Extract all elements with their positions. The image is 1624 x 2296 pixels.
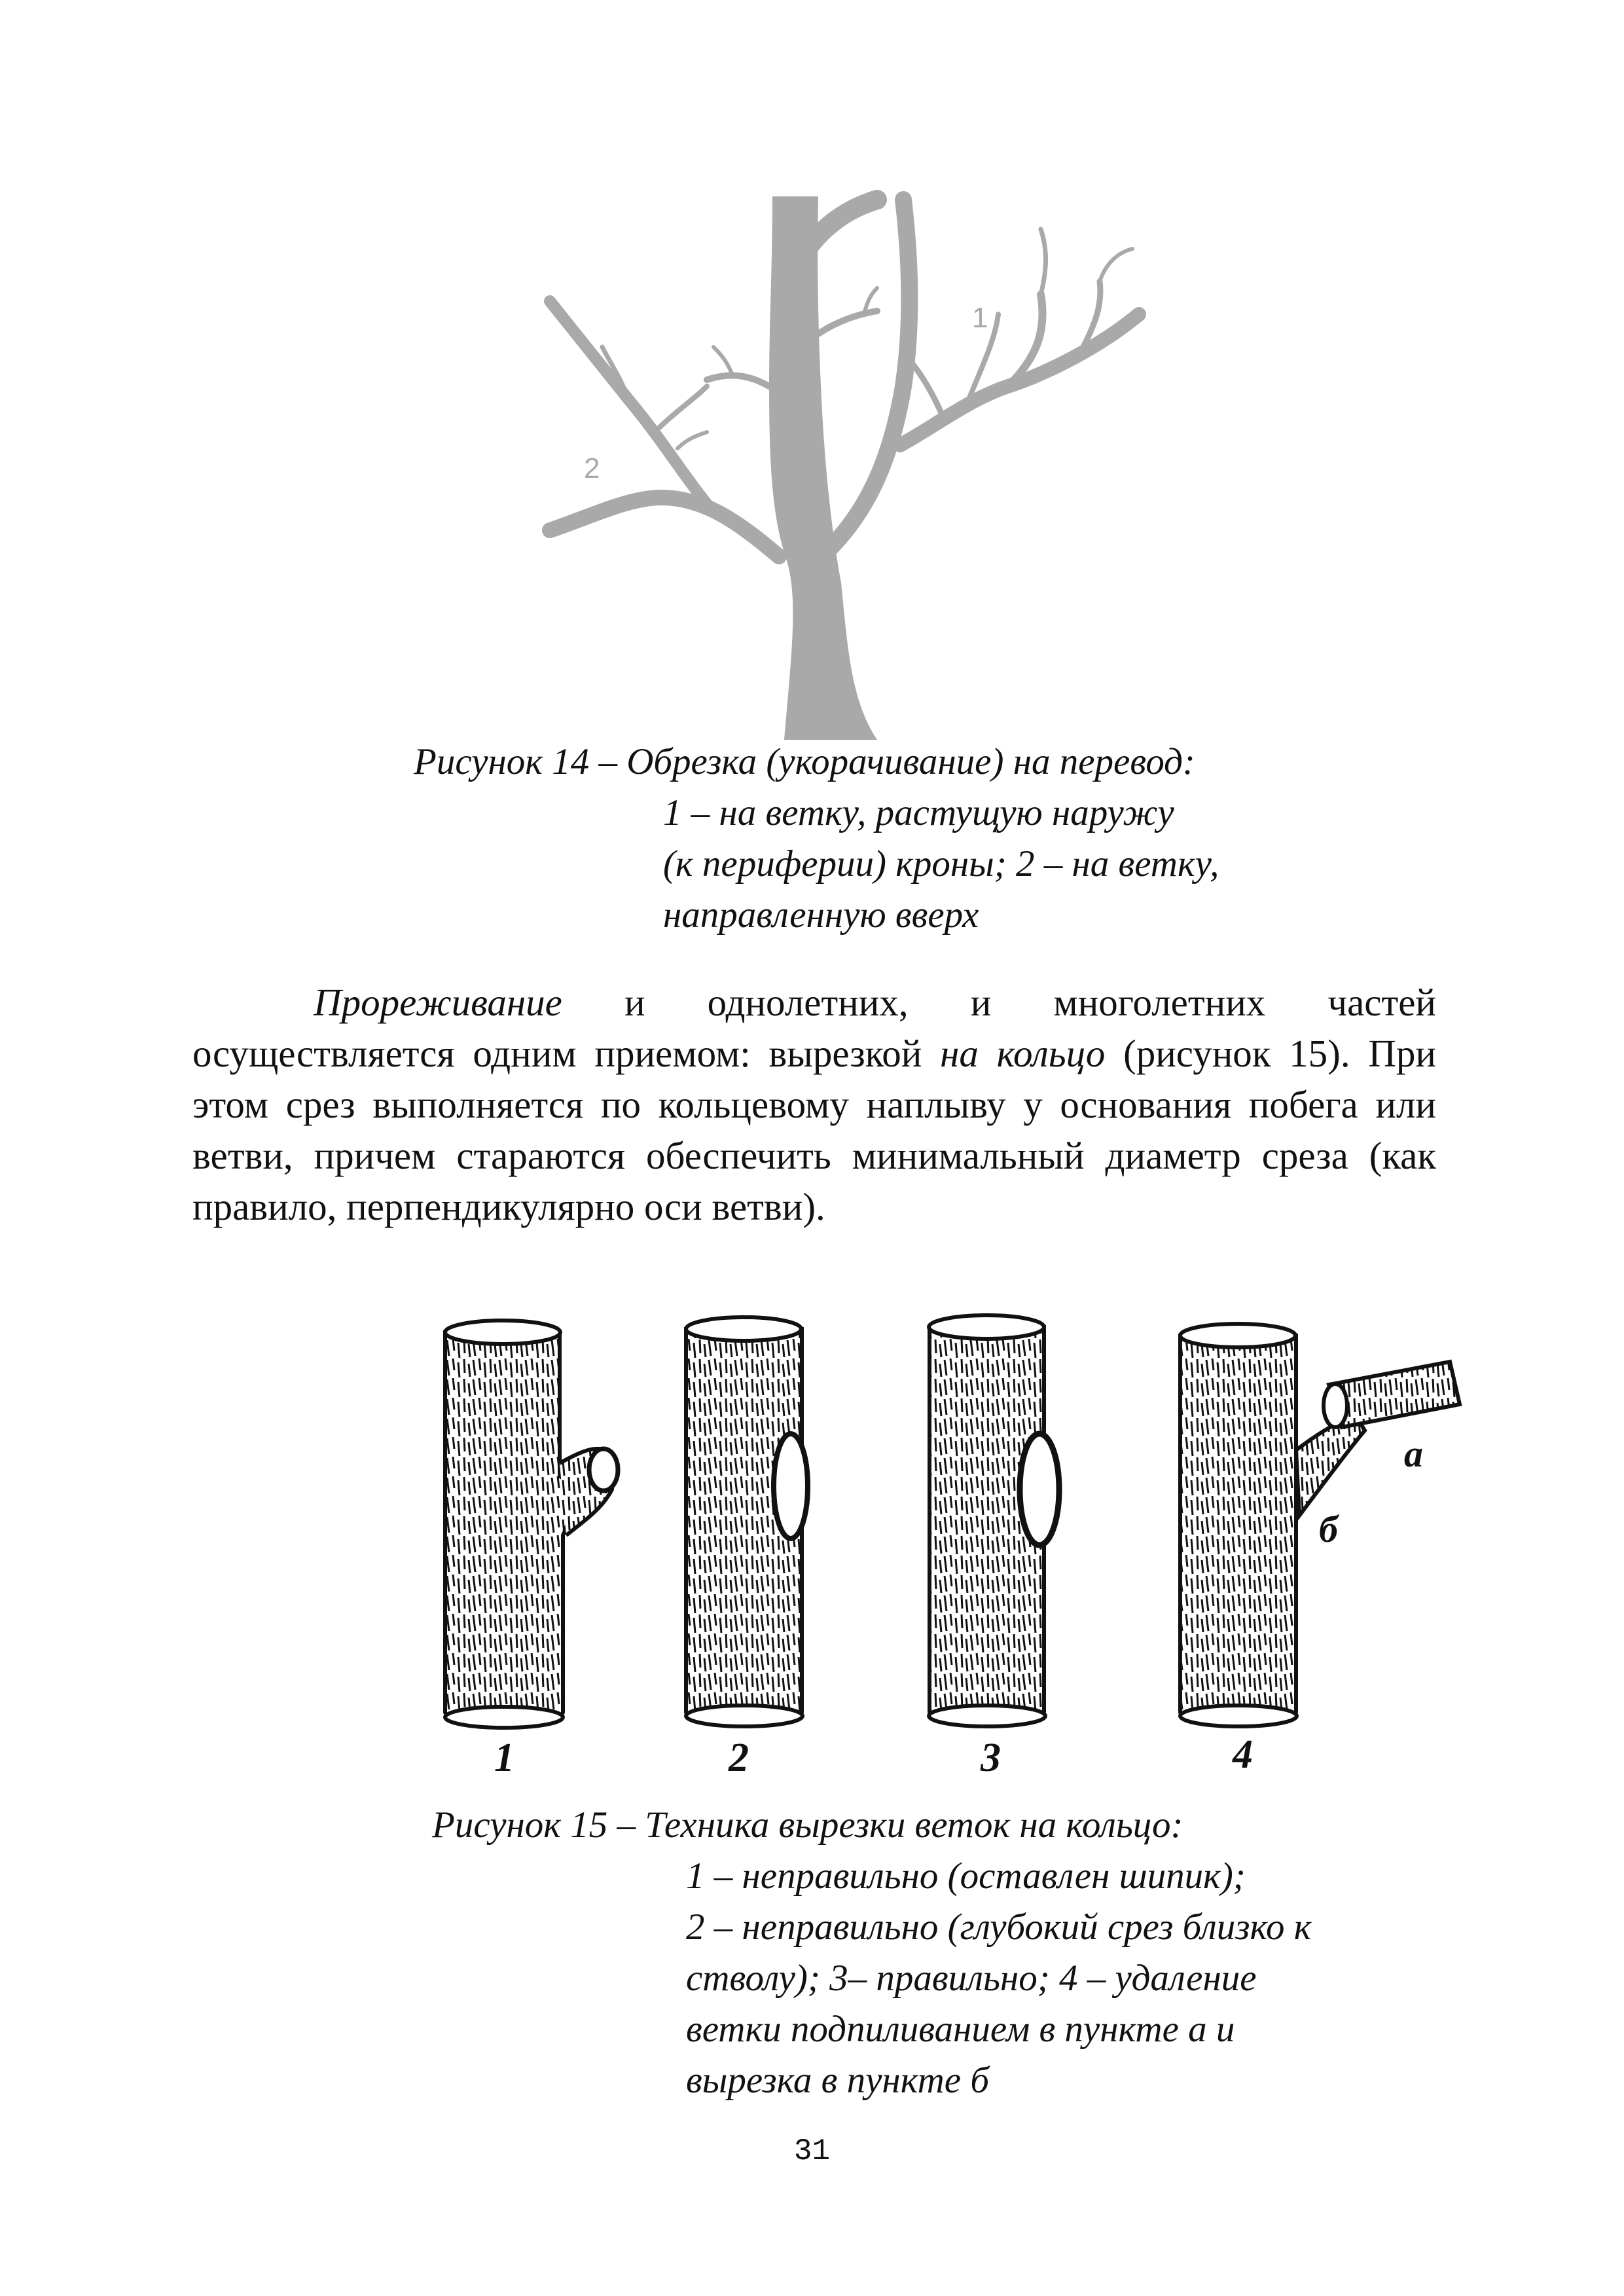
figure-14-caption-line: 1 – на ветку, растущую наружу <box>663 792 1174 833</box>
figure-15-caption-line: 2 – неправильно (глубокий срез близко к <box>686 1906 1312 1948</box>
log-2 <box>686 1317 808 1726</box>
figure-14-label-1: 1 <box>972 302 988 334</box>
body-paragraph <box>192 977 1436 1232</box>
log-3 <box>929 1315 1059 1726</box>
page-number: 31 <box>793 2134 831 2168</box>
figure-14-caption-lines <box>663 788 1219 941</box>
figure-15-caption-title: Рисунок 15 – Техника вырезки веток на кольцо: <box>432 1804 1183 1846</box>
figure-15-label-2: 2 <box>729 1736 749 1780</box>
figure-15-label-1: 1 <box>494 1736 514 1780</box>
figure-15-caption-line: 1 – неправильно (оставлен шипик); <box>686 1855 1246 1897</box>
figure-15-caption-line: ветки подпиливанием в пункте а и <box>686 2009 1235 2050</box>
point-label-b: б <box>1319 1508 1338 1550</box>
figure-15-caption-line: стволу); 3– правильно; 4 – удаление <box>686 1958 1257 1999</box>
figure-14-caption-line: направленную вверх <box>663 894 979 936</box>
figure-14-tree-illustration <box>511 190 1165 740</box>
figure-15-caption-line: вырезка в пункте б <box>686 2060 989 2101</box>
paragraph-text-part-2: (рисунок 15). При этом срез выполняется по кольцевому наплыву у основания побега или ветви, причем стараются обеспечить минимальный диаметр среза (как правило, перпендикулярно оси ветви). <box>192 1032 1437 1228</box>
figure-14-caption-line: (к периферии) кроны; 2 – на ветку, <box>663 843 1219 884</box>
figure-15-label-3: 3 <box>981 1736 1001 1780</box>
figure-15-branch-cut-illustration <box>419 1300 1492 1784</box>
point-label-a: а <box>1404 1432 1423 1475</box>
figure-14-caption-title: Рисунок 14 – Обрезка (укорачивание) на перевод: <box>414 741 1195 782</box>
paragraph-text <box>192 977 1436 1232</box>
figure-15-caption-lines <box>686 1851 1439 2106</box>
term-ring: на кольцо <box>940 1032 1106 1075</box>
figure-14-label-2: 2 <box>584 452 600 484</box>
term-thinning: Прореживание <box>314 981 562 1024</box>
figure-15-label-4: 4 <box>1233 1732 1253 1777</box>
paragraph-text-part-1: и однолетних, и многолетних частей осуществляется одним приемом: вырезкой <box>192 981 1436 1075</box>
log-1 <box>445 1321 618 1728</box>
